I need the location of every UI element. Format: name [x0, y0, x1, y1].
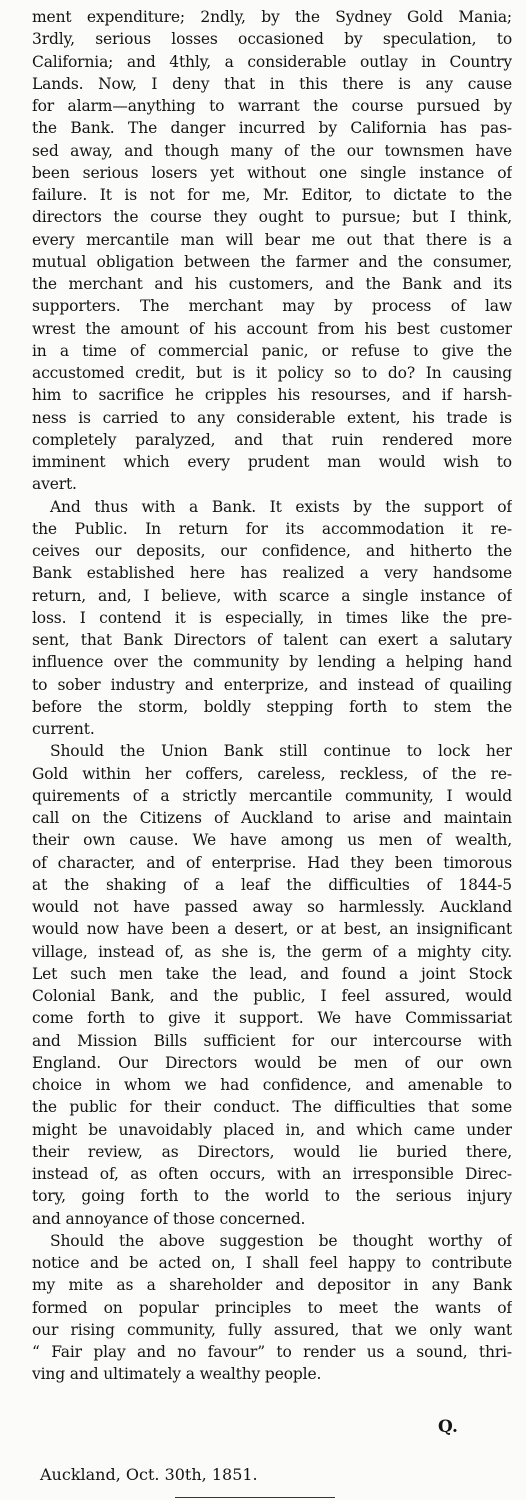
text-line: instead of, as often occurs, with an irresponsible Direc-: [32, 1165, 512, 1183]
text-line: Should the Union Bank still continue to lock her: [50, 742, 512, 761]
text-line: tory, going forth to the world to the serious injury: [32, 1187, 512, 1206]
text-line: ceives our deposits, our confidence, and hitherto the: [32, 542, 512, 560]
text-line: current.: [32, 720, 95, 738]
text-line: accustomed credit, but is it policy so to do? In causing: [32, 364, 512, 382]
text-line: formed on popular principles to meet the wants of: [32, 1298, 512, 1317]
text-line: before the storm, boldly stepping forth to stem the: [32, 697, 512, 716]
text-line: sent, that Bank Directors of talent can exert a salutary: [32, 631, 512, 649]
text-line: supporters. The merchant may by process of law: [32, 297, 512, 316]
text-line: the Public. In return for its accommodation it re-: [32, 519, 512, 538]
text-line: sed away, and though many of the our townsmen have: [32, 141, 512, 160]
text-line: the Bank. The danger incurred by California has pas-: [32, 119, 512, 138]
text-line: ving and ultimately a wealthy people.: [32, 1365, 322, 1384]
text-line: “ Fair play and no favour” to render us a sound, thri-: [32, 1343, 512, 1361]
text-line: Gold within her coffers, careless, reckless, of the re-: [32, 764, 512, 783]
text-line: avert.: [32, 475, 77, 494]
text-line: directors the course they ought to pursue; but I think,: [32, 208, 512, 227]
text-line: the public for their conduct. The difficulties that some: [32, 1098, 512, 1117]
text-line: in a time of commercial panic, or refuse to give the: [32, 341, 512, 360]
dateline: Auckland, Oct. 30th, 1851.: [40, 1465, 258, 1484]
text-line: come forth to give it support. We have Commissariat: [32, 1009, 512, 1028]
text-line: our rising community, fully assured, that we only want: [32, 1320, 512, 1339]
text-line: him to sacrifice he cripples his resourses, and if harsh-: [32, 386, 512, 405]
text-line: might be unavoidably placed in, and which came under: [32, 1120, 512, 1139]
text-line: call on the Citizens of Auckland to arise and maintain: [32, 809, 512, 827]
signature: Q.: [438, 1417, 458, 1437]
text-line: the merchant and his customers, and the Bank and its: [32, 275, 512, 293]
text-line: would not have passed away so harmlessly. Auckland: [32, 898, 512, 916]
text-line: California; and 4thly, a considerable outlay in Country: [32, 52, 512, 71]
text-line: wrest the amount of his account from his best customer: [32, 319, 512, 338]
text-line: every mercantile man will bear me out that there is a: [32, 230, 512, 249]
text-line: village, instead of, as she is, the germ of a mighty city.: [32, 942, 512, 961]
closing-rule: [175, 1497, 335, 1498]
text-line: my mite as a shareholder and depositor in any Bank: [32, 1276, 512, 1295]
text-line: ment expenditure; 2ndly, by the Sydney Gold Mania;: [32, 8, 512, 26]
text-line: Should the above suggestion be thought worthy of: [50, 1231, 512, 1250]
text-line: their review, as Directors, would lie buried there,: [32, 1142, 512, 1161]
text-line: and Mission Bills sufficient for our intercourse with: [32, 1031, 512, 1050]
text-line: ness is carried to any considerable extent, his trade is: [32, 408, 512, 427]
text-line: completely paralyzed, and that ruin rendered more: [32, 430, 512, 449]
text-line: quirements of a strictly mercantile community, I would: [32, 786, 512, 805]
text-line: and annoyance of those concerned.: [32, 1209, 306, 1228]
text-line: at the shaking of a leaf the difficulties of 1844-5: [32, 875, 512, 894]
text-line: mutual obligation between the farmer and the consumer,: [32, 252, 512, 271]
text-line: 3rdly, serious losses occasioned by speculation, to: [32, 30, 512, 49]
text-line: been serious losers yet without one single instance of: [32, 163, 512, 182]
text-line: loss. I contend it is especially, in times like the pre-: [32, 608, 512, 627]
text-line: failure. It is not for me, Mr. Editor, to dictate to the: [32, 186, 512, 204]
article-column: [32, 6, 512, 1386]
text-line: of character, and of enterprise. Had they been timorous: [32, 853, 512, 872]
text-line: England. Our Directors would be men of our own: [32, 1053, 512, 1072]
text-line: influence over the community by lending a helping hand: [32, 653, 512, 672]
text-line: choice in whom we had confidence, and amenable to: [32, 1076, 512, 1094]
text-line: Bank established here has realized a very handsome: [32, 564, 512, 583]
text-line: And thus with a Bank. It exists by the support of: [50, 497, 512, 516]
text-line: to sober industry and enterprize, and instead of quailing: [32, 675, 512, 694]
text-line: would now have been a desert, or at best, an insignificant: [32, 920, 512, 939]
text-line: imminent which every prudent man would wish to: [32, 453, 512, 471]
text-line: Colonial Bank, and the public, I feel assured, would: [32, 987, 512, 1005]
text-line: Let such men take the lead, and found a joint Stock: [32, 964, 512, 983]
text-line: notice and be acted on, I shall feel happy to contribute: [32, 1254, 512, 1272]
text-line: return, and, I believe, with scarce a single instance of: [32, 586, 512, 605]
text-line: Lands. Now, I deny that in this there is any cause: [32, 74, 512, 93]
text-line: their own cause. We have among us men of wealth,: [32, 831, 512, 850]
text-line: for alarm—anything to warrant the course pursued by: [32, 97, 512, 115]
